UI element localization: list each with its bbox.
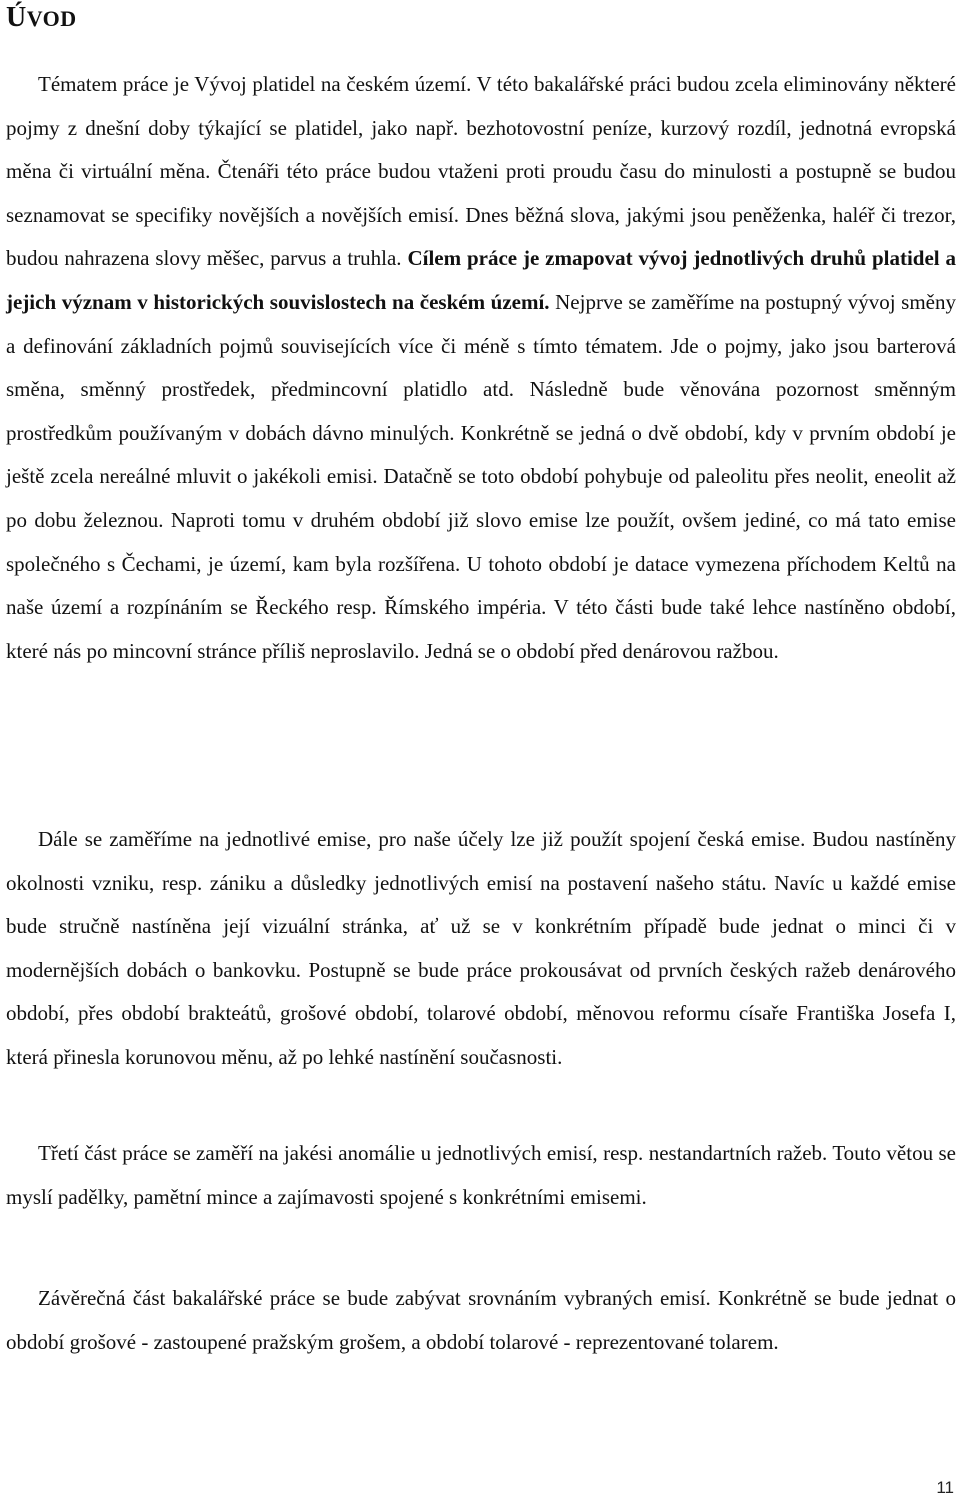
- paragraph-comparison: Závěrečná část bakalářské práce se bude zabývat srovnáním vybraných emisí. Konkrétně se bude jednat o období grošové - zastoupené pražským grošem, a období tolarové - reprezentované tolarem.: [6, 1286, 956, 1354]
- paragraph-intro-text: Tématem práce je Vývoj platidel na českém území. V této bakalářské práci budou zcela eliminovány některé pojmy z dnešní doby týkající se platidel, jako např. bezhotovostní peníze, kurzový rozdíl, jednotná evropská měna či virtuální měna. Čtenáři této práce budou vtaženi proti proudu času do minulosti a postupně se budou seznamovat se specifiky novějších a novějších emisí. Dnes běžná slova, jakými jsou peněženka, haléř či trezor, budou nahrazena slovy měšec, parvus a truhla.: [6, 72, 956, 271]
- paragraph-intro: [6, 63, 956, 673]
- page-number: 11: [936, 1478, 954, 1497]
- section-heading: [6, 2, 77, 34]
- heading-first-letter: Ú: [6, 2, 27, 33]
- paragraph-anomalies: Třetí část práce se zaměří na jakési anomálie u jednotlivých emisí, resp. nestandartních ražeb. Touto větou se myslí padělky, pamětní mince a zajímavosti spojené s konkrétními emisemi.: [6, 1141, 956, 1209]
- paragraph-intro-continuation: Nejprve se zaměříme na postupný vývoj směny a definování základních pojmů souvisejících více či méně s tímto tématem. Jde o pojmy, jako jsou barterová směna, směnný prostředek, předmincovní platidlo atd. Následně bude věnována pozornost směnným prostředkům používaným v dobách dávno minulých. Konkrétně se jedná o dvě období, kdy v prvním období je ještě zcela nereálné mluvit o jakékoli emisi. Datačně se toto období pohybuje od paleolitu přes neolit, eneolit až po dobu železnou. Naproti tomu v druhém období již slovo emise lze použít, ovšem jediné, co má tato emise společného s Čechami, je území, kam byla rozšířena. U tohoto období je datace vymezena příchodem Keltů na naše území a rozpínáním se Řeckého resp. Římského impéria. V této části bude také lehce nastíněno období, které nás po mincovní stránce příliš neproslavilo. Jedná se o období před denárovou ražbou.: [6, 289, 956, 663]
- heading-rest: VOD: [26, 6, 77, 31]
- paragraph-intro-goal: Cílem práce je zmapovat vývoj jednotlivých druhů platidel a jejich význam v historických souvislostech na českém území.: [6, 246, 956, 314]
- paragraph-emissions: Dále se zaměříme na jednotlivé emise, pro naše účely lze již použít spojení česká emise. Budou nastíněny okolnosti vzniku, resp. zániku a důsledky jednotlivých emisí na postavení našeho státu. Navíc u každé emise bude stručně nastíněna její vizuální stránka, ať už se v konkrétním případě bude jednat o minci či v modernějších dobách o bankovku. Postupně se bude práce prokousávat od prvních českých ražeb denárového období, přes období brakteátů, grošové období, tolarové období, měnovou reformu císaře Františka Josefa I, která přinesla korunovou měnu, až po lehké nastínění současnosti.: [6, 827, 956, 1069]
